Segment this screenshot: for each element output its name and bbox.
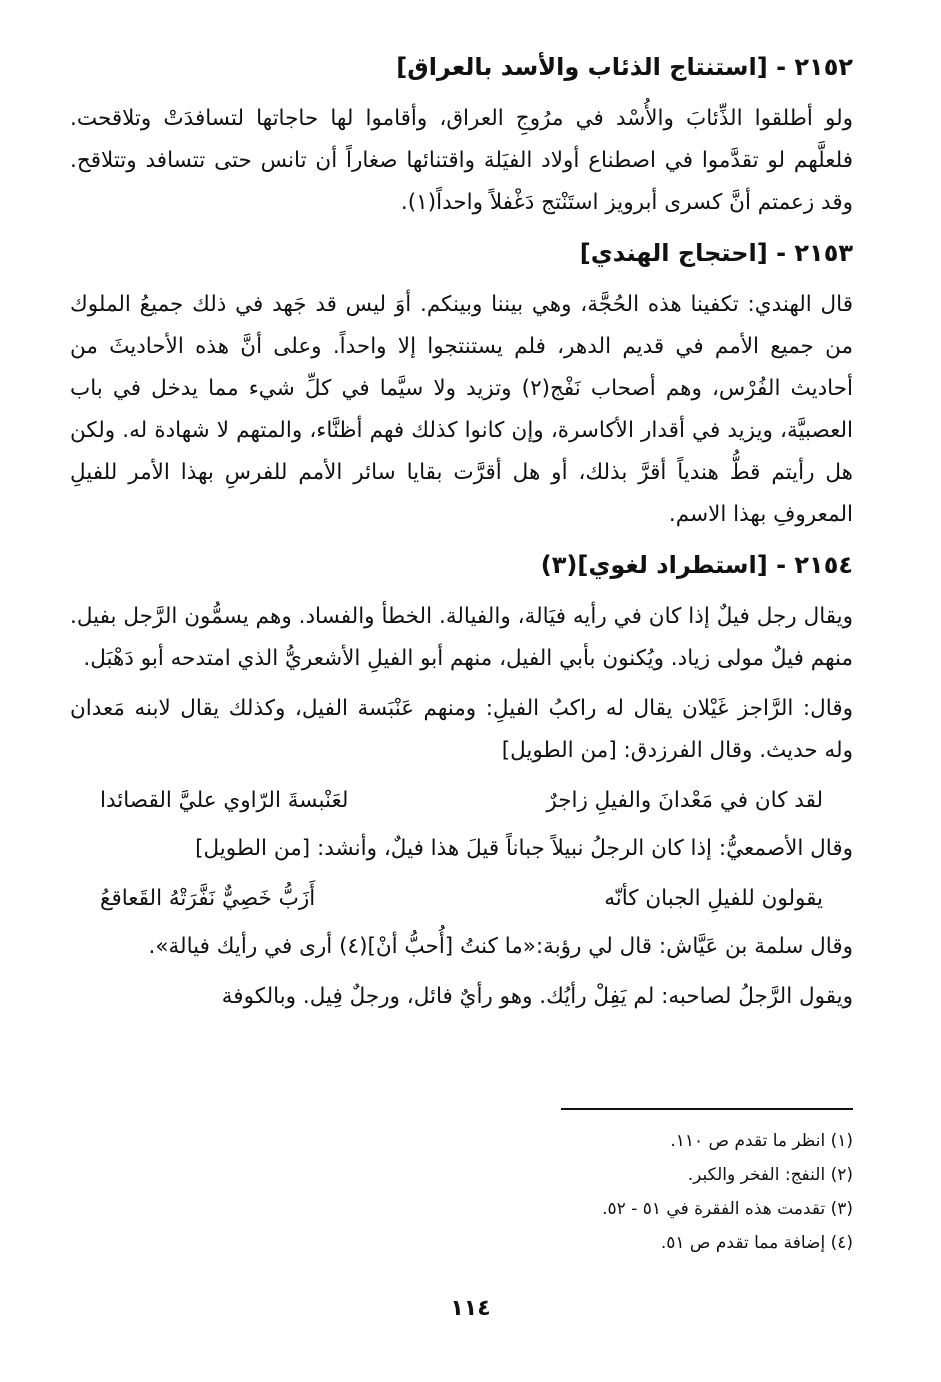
paragraph-2153: قال الهندي: تكفينا هذه الحُجَّة، وهي بيننا وبينكم. أوَ ليس قد جَهد في ذلك جميعُ الملوك من جميع الأمم في قديم الدهر، فلم يستنتجوا إلا واحداً. وعلى أنَّ هذه الأحاديثَ من أحاديث الفُرْس، وهم أصحاب نَفْج(٢) وتزيد ولا سيَّما في كلِّ شيء مما يدخل في باب العصبيَّة، ويزيد في أقدار الأكاسرة، وإن كانوا كذلك فهم أظنَّاء، والمتهم لا شهادة له. ولكن هل رأيتم قطُّ هندياً أقرَّ بذلك، أو هل أقرَّت بقايا سائر الأمم للفرسِ بهذا الأمر للفيلِ المعروفِ بهذا الاسم. <box>70 292 853 527</box>
paragraph-last: ويقول الرَّجلُ لصاحبه: لم يَفِلْ رأيُك. وهو رأيٌ فائل، ورجلٌ فِيل. وبالكوفة <box>221 984 853 1009</box>
section-heading-2152: ٢١٥٢ - [استنتاج الذئاب والأسد بالعراق] <box>396 53 853 81</box>
verse-asmai <box>100 878 823 920</box>
section-heading-2153: ٢١٥٣ - [احتجاج الهندي] <box>579 239 853 267</box>
verse-farazdaq <box>100 780 823 822</box>
verse-first-hemistich: لقد كان في مَعْدانَ والفيلِ زاجرٌ <box>546 788 823 813</box>
footnote-1: (١) انظر ما تقدم ص ١١٠. <box>670 1131 853 1151</box>
verse-second-hemistich: لعَنْبسةَ الرّاوي عليَّ القصائدا <box>100 788 349 813</box>
page-number: ١١٤ <box>450 1296 491 1321</box>
footnote-2: (٢) النفج: الفخر والكبر. <box>687 1165 853 1185</box>
section-heading-2154: ٢١٥٤ - [استطراد لغوي](٣) <box>540 551 853 579</box>
verse-second-hemistich: أَزَبُّ خَصِيٌّ نَفَّرَتْهُ القَعاقعُ <box>100 886 316 911</box>
footnote-4: (٤) إضافة مما تقدم ص ٥١. <box>660 1233 853 1253</box>
paragraph-salama: وقال سلمة بن عَيَّاش: قال لي رؤبة:«ما كنتُ [أُحبُّ أنْ](٤) أرى في رأيك فيالة». <box>148 934 853 959</box>
footnotes <box>400 1124 853 1260</box>
verse-first-hemistich: يقولون للفيلِ الجبان كأنّه <box>604 886 823 911</box>
footnote-3: (٣) تقدمت هذه الفقرة في ٥١ - ٥٢. <box>602 1199 853 1219</box>
footnote-divider <box>561 1108 853 1110</box>
page-body <box>70 46 853 1026</box>
paragraph-2154-a: ويقال رجل فيلٌ إذا كان في رأيه فيَالة، والفيالة. الخطأ والفساد. وهم يسمُّون الرَّجل بفيل. منهم فيلٌ مولى زياد. ويُكنون بأبي الفيل، منهم أبو الفيلِ الأشعريُّ الذي امتدحه أبو دَهْبَل. <box>70 604 853 671</box>
paragraph-2152: ولو أطلقوا الذِّئابَ والأُسْد في مرُوجِ العراق، وأقاموا لها حاجاتها لتسافدَتْ وتلاقحت. فلعلَّهم لو تقدَّموا في اصطناع أولاد الفيَلة واقتنائها صغاراً أن تانس حتى تتسافد وتتلاقح. وقد زعمتم أنَّ كسرى أبرويز استَنْتج دَغْفلاً واحداً(١). <box>70 106 853 215</box>
paragraph-2154-b: وقال: الرَّاجز غَيْلان يقال له راكبُ الفيلِ: ومنهم عَنْبَسة الفيل، وكذلك يقال لابنه مَعدان وله حديث. وقال الفرزدق: [من الطويل] <box>70 696 853 763</box>
paragraph-asmai: وقال الأصمعيُّ: إذا كان الرجلُ نبيلاً جباناً قيلَ هذا فيلٌ، وأنشد: [من الطويل] <box>195 836 853 861</box>
